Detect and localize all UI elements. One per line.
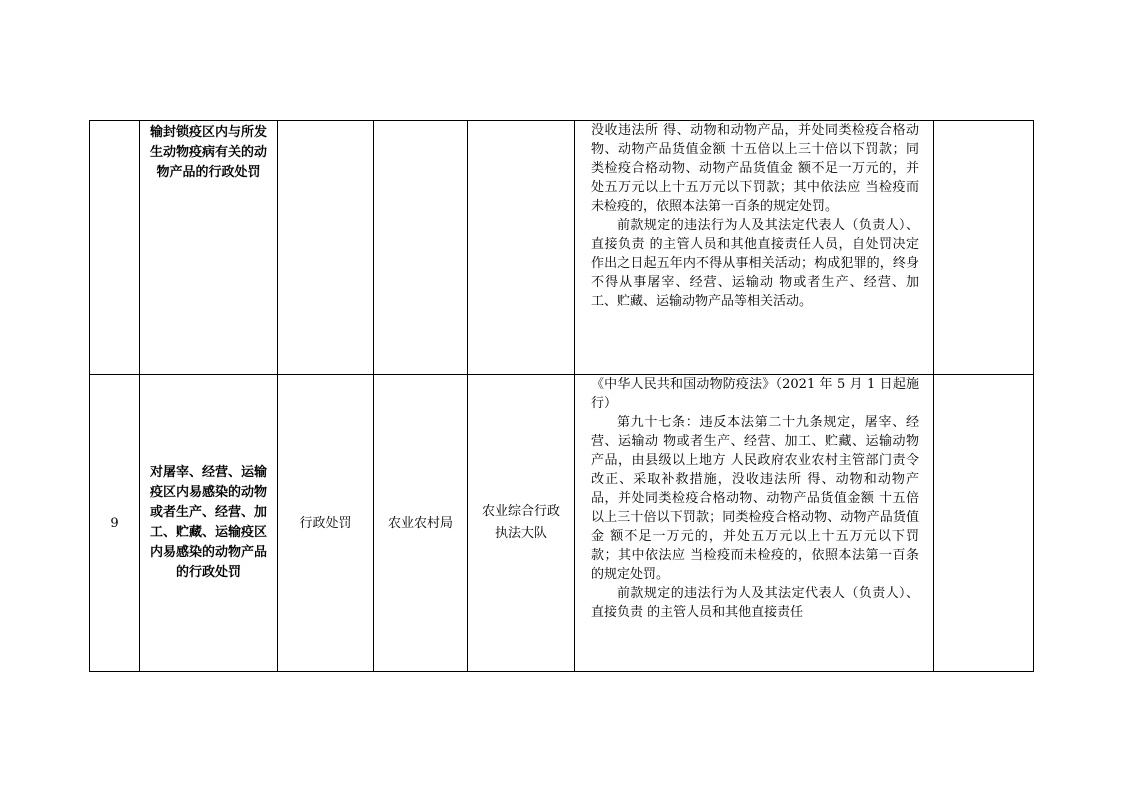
department: 农业农村局 (387, 515, 453, 531)
table-row (90, 121, 1034, 375)
enforcement-unit-cell (468, 121, 575, 375)
legal-basis (575, 121, 933, 374)
basis-paragraph: 第九十七条：违反本法第二十九条规定，屠宰、经营、运输动 物或者生产、经营、加工、贮藏、运输动物产品，由县级以上地方 人民政府农业农村主管部门责令改正、采取补救措施，没收违法所 得、动物和动物产品，并处同类检疫合格动物、动物产品货值金额 十五倍以上三十倍以下罚款；同类检疫合格动物、动物产品货值金 额不足一万元的，并处五万元以上十五万元以下罚款；其中依法应 当检疫而未检疫的，依照本法第一百条的规定处罚。 (591, 415, 919, 582)
row-index: 9 (110, 515, 119, 531)
basis-paragraph: 没收违法所 得、动物和动物产品，并处同类检疫合格动物、动物产品货值金额 十五倍以上三十倍以下罚款；同类检疫合格动物、动物产品货值金 额不足一万元的，并处五万元以上十五万元以下罚款；其中依法应 当检疫而未检疫的，依照本法第一百条的规定处罚。 (591, 123, 919, 214)
basis-paragraph: 《中华人民共和国动物防疫法》（2021 年 5 月 1 日起施行） (591, 377, 919, 411)
remark-cell (934, 375, 1034, 672)
basis-paragraph: 前款规定的违法行为人及其法定代表人（负责人）、直接负责 的主管人员和其他直接责任人员，自处罚决定作出之日起五年内不得从事相关活动；构成犯罪的，终身不得从事屠宰、经营、运输动 物或者生产、经营、加工、贮藏、运输动物产品等相关活动。 (591, 218, 919, 309)
item-name-cell (140, 375, 278, 672)
remark-cell (934, 121, 1034, 375)
row-index-cell (90, 121, 140, 375)
legal-basis-cell (575, 375, 934, 672)
legal-basis-cell (575, 121, 934, 375)
item-name: 对屠宰、经营、运输疫区内易感染的动物或者生产、经营、加工、贮藏、运输疫区内易感染的动物产品的行政处罚 (149, 465, 267, 580)
department-cell (374, 121, 468, 375)
legal-basis (575, 375, 933, 671)
table-row (90, 375, 1034, 672)
item-name-cell (140, 121, 278, 375)
basis-paragraph: 前款规定的违法行为人及其法定代表人（负责人）、直接负责 的主管人员和其他直接责任 (591, 586, 919, 620)
penalty-table (89, 120, 1034, 672)
enforcement-unit-cell (468, 375, 575, 672)
penalty-type-cell (278, 375, 374, 672)
row-index-cell (90, 375, 140, 672)
item-name: 输封锁疫区内与所发生动物疫病有关的动物产品的行政处罚 (149, 125, 267, 180)
penalty-type: 行政处罚 (299, 515, 352, 531)
penalty-type-cell (278, 121, 374, 375)
enforcement-unit: 农业综合行政执法大队 (481, 504, 560, 541)
department-cell (374, 375, 468, 672)
